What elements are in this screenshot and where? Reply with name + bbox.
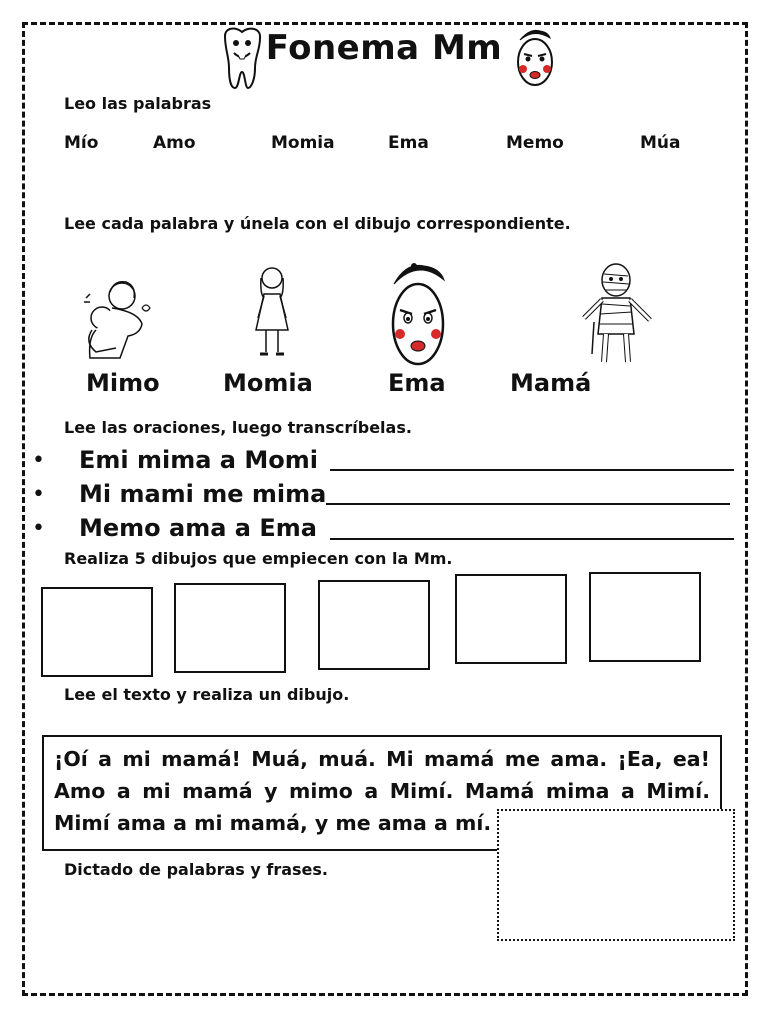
sentence-1: Emi mima a Momi — [79, 446, 318, 474]
sentence-3: Memo ama a Ema — [79, 514, 317, 542]
read-text-instruction: Lee el texto y realiza un dibujo. — [64, 685, 350, 704]
drawings-instruction: Realiza 5 dibujos que empiecen con la Mm. — [64, 549, 453, 568]
sentences-instruction: Lee las oraciones, luego transcríbelas. — [64, 418, 412, 437]
drawing-box-1[interactable] — [41, 587, 153, 677]
girl-icon — [250, 264, 296, 362]
word-ema: Ema — [388, 133, 429, 153]
word-mua: Múa — [640, 133, 681, 153]
drawing-box-4[interactable] — [455, 574, 567, 664]
dictation-instruction: Dictado de palabras y frases. — [64, 860, 328, 879]
bullet: • — [32, 448, 45, 473]
page-title: Fonema Mm — [265, 28, 503, 68]
label-mimo: Mimo — [86, 369, 160, 397]
reading-text-box: ¡Oí a mi mamá! Muá, muá. Mi mamá me ama. ¡Ea, ea! Amo a mi mamá y mimo a Mimí. Mamá mima a Mimí. Mimí ama a mi mamá, y me ama a mí. — [42, 735, 722, 851]
bullet: • — [32, 516, 45, 541]
word-amo: Amo — [153, 133, 196, 153]
writing-line-3[interactable] — [330, 538, 734, 540]
mime-face-icon — [388, 262, 448, 368]
word-memo: Memo — [506, 133, 564, 153]
read-words-instruction: Leo las palabras — [64, 94, 212, 113]
label-mama: Mamá — [510, 369, 592, 397]
tooth-icon — [217, 26, 267, 92]
mime-face-small-icon — [512, 26, 558, 90]
sentence-2: Mi mami me mima — [79, 480, 327, 508]
drawing-box-2[interactable] — [174, 583, 286, 673]
drawing-box-3[interactable] — [318, 580, 430, 670]
match-instruction: Lee cada palabra y únela con el dibujo correspondiente. — [64, 214, 571, 233]
mummy-icon — [578, 262, 656, 368]
label-ema: Ema — [388, 369, 446, 397]
word-mio: Mío — [64, 133, 99, 153]
drawing-box-5[interactable] — [589, 572, 701, 662]
bullet: • — [32, 482, 45, 507]
word-momia: Momia — [271, 133, 335, 153]
text-drawing-box[interactable] — [497, 809, 735, 941]
writing-line-2[interactable] — [326, 503, 730, 505]
hugging-family-icon — [76, 278, 152, 362]
writing-line-1[interactable] — [330, 469, 734, 471]
label-momia: Momia — [223, 369, 313, 397]
